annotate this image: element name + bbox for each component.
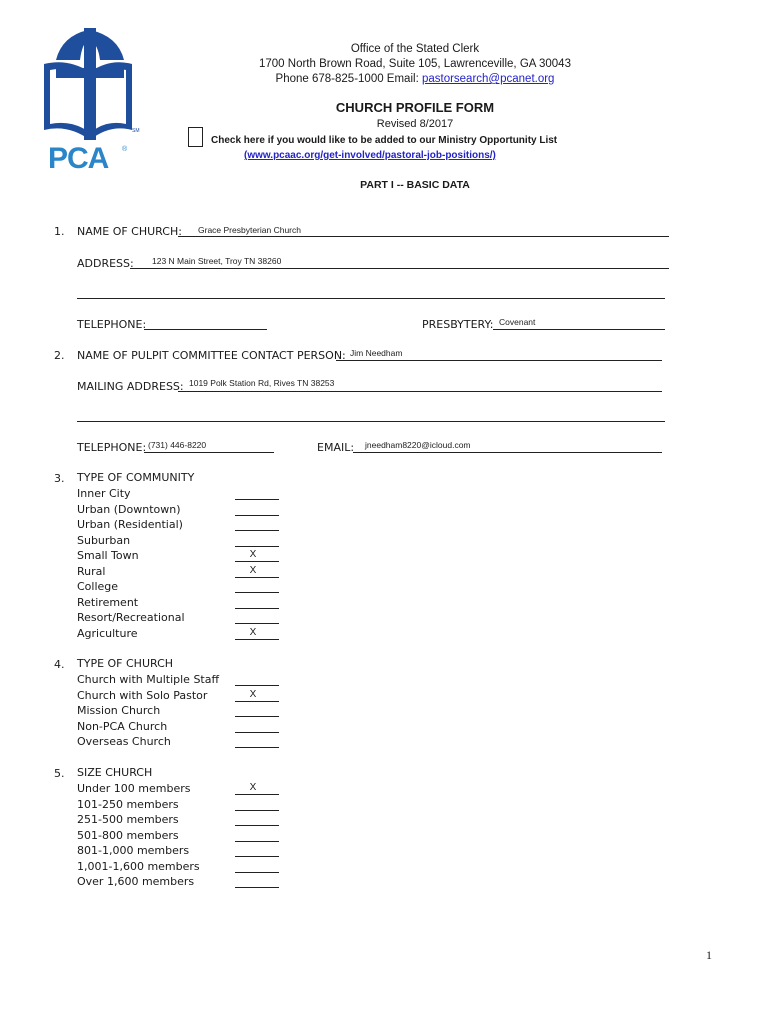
address-line: 1700 North Brown Road, Suite 105, Lawrenceville, GA 30043 bbox=[259, 58, 571, 70]
option-label: Under 100 members bbox=[77, 782, 191, 795]
option-label: Retirement bbox=[77, 595, 139, 609]
option-label: Church with Multiple Staff bbox=[77, 673, 220, 686]
option-label: Rural bbox=[77, 564, 106, 578]
option-label: 1,001-1,600 members bbox=[77, 859, 200, 873]
option-mark-field[interactable] bbox=[235, 732, 279, 733]
page-number: 1 bbox=[706, 948, 712, 962]
option-label: 801-1,000 members bbox=[77, 844, 190, 857]
option-label: Small Town bbox=[77, 549, 139, 562]
pca-logo bbox=[40, 26, 150, 176]
email-field[interactable] bbox=[353, 452, 662, 453]
contact-person-field[interactable] bbox=[336, 360, 662, 361]
option-mark-field[interactable] bbox=[235, 887, 279, 888]
option-mark-field[interactable] bbox=[235, 592, 279, 593]
option-mark-field[interactable] bbox=[235, 825, 279, 826]
section-2-number: 2. bbox=[54, 349, 65, 362]
option-label: Church with Solo Pastor bbox=[77, 688, 208, 702]
presbytery-field[interactable] bbox=[493, 329, 665, 330]
church-size-title: SIZE CHURCH bbox=[77, 766, 153, 779]
option-label: Over 1,600 members bbox=[77, 875, 195, 888]
logo-registered-mark: ® bbox=[122, 146, 128, 153]
mailing-address-line-2-field[interactable] bbox=[77, 421, 665, 422]
section-5-number: 5. bbox=[54, 767, 65, 780]
email-label: EMAIL: bbox=[317, 441, 355, 454]
community-type-title: TYPE OF COMMUNITY bbox=[77, 471, 195, 484]
option-mark-field[interactable] bbox=[235, 701, 279, 702]
option-mark: X bbox=[249, 549, 257, 560]
presbytery-label: PRESBYTERY: bbox=[422, 318, 494, 331]
option-label: Mission Church bbox=[77, 704, 161, 717]
option-mark-field[interactable] bbox=[235, 530, 279, 531]
option-label: College bbox=[77, 580, 119, 593]
address-field[interactable] bbox=[130, 268, 669, 269]
option-mark-field[interactable] bbox=[235, 747, 279, 748]
email-value: jneedham8220@icloud.com bbox=[365, 440, 471, 450]
church-name-field[interactable] bbox=[178, 236, 669, 237]
phone-email-line bbox=[185, 72, 645, 87]
option-mark: X bbox=[249, 782, 257, 793]
option-mark-field[interactable] bbox=[235, 841, 279, 842]
option-mark-field[interactable] bbox=[235, 856, 279, 857]
telephone-label-1: TELEPHONE: bbox=[77, 318, 147, 331]
mailing-address-field[interactable] bbox=[178, 391, 662, 392]
telephone-field-1[interactable] bbox=[144, 329, 267, 330]
option-label: Suburban bbox=[77, 533, 131, 547]
option-label: Overseas Church bbox=[77, 735, 171, 748]
mailing-address-value: 1019 Polk Station Rd, Rives TN 38253 bbox=[189, 378, 335, 388]
section-4-number: 4. bbox=[54, 658, 65, 671]
church-name-value: Grace Presbyterian Church bbox=[198, 225, 301, 235]
option-mark-field[interactable] bbox=[235, 872, 279, 873]
option-mark-field[interactable] bbox=[235, 639, 279, 640]
part-heading: PART I -- BASIC DATA bbox=[360, 179, 470, 191]
option-mark-field[interactable] bbox=[235, 499, 279, 500]
form-title: CHURCH PROFILE FORM bbox=[335, 100, 495, 115]
address-label: ADDRESS: bbox=[77, 257, 134, 270]
logo-text: PCA bbox=[48, 142, 109, 175]
telephone-value-2: (731) 446-8220 bbox=[148, 440, 207, 450]
logo-sm-mark: SM bbox=[132, 128, 140, 134]
option-label: 101-250 members bbox=[77, 797, 179, 811]
presbytery-value: Covenant bbox=[499, 317, 536, 327]
option-label: Urban (Downtown) bbox=[77, 502, 181, 516]
option-label: 251-500 members bbox=[77, 813, 179, 826]
option-label: 501-800 members bbox=[77, 828, 179, 842]
option-mark-field[interactable] bbox=[235, 810, 279, 811]
option-mark-field[interactable] bbox=[235, 716, 279, 717]
cross-book-icon bbox=[40, 26, 150, 144]
contact-person-value: Jim Needham bbox=[350, 348, 403, 358]
option-mark-field[interactable] bbox=[235, 561, 279, 562]
option-label: Agriculture bbox=[77, 626, 138, 640]
option-mark-field[interactable] bbox=[235, 685, 279, 686]
email-link[interactable]: pastorsearch@pcanet.org bbox=[421, 73, 555, 85]
option-mark: X bbox=[249, 688, 257, 700]
option-mark-field[interactable] bbox=[235, 623, 279, 624]
ministry-list-link[interactable]: (www.pcaac.org/get-involved/pastoral-job-positions/) bbox=[244, 150, 496, 161]
option-mark: X bbox=[249, 626, 257, 638]
telephone-field-2[interactable] bbox=[144, 452, 274, 453]
telephone-label-2: TELEPHONE: bbox=[77, 441, 147, 454]
option-label: Urban (Residential) bbox=[77, 518, 183, 531]
ministry-list-checkbox[interactable] bbox=[188, 127, 203, 147]
address-value: 123 N Main Street, Troy TN 38260 bbox=[152, 256, 282, 266]
option-mark-field[interactable] bbox=[235, 608, 279, 609]
option-label: Inner City bbox=[77, 487, 131, 500]
option-label: Resort/Recreational bbox=[77, 611, 185, 624]
address-line-2-field[interactable] bbox=[77, 298, 665, 299]
contact-person-label: NAME OF PULPIT COMMITTEE CONTACT PERSON: bbox=[77, 349, 346, 362]
option-mark: X bbox=[249, 564, 257, 576]
section-1-number: 1. bbox=[54, 225, 65, 238]
option-mark-field[interactable] bbox=[235, 546, 279, 547]
checkbox-label: Check here if you would like to be added to our Ministry Opportunity List bbox=[211, 135, 558, 146]
section-3-number: 3. bbox=[54, 472, 65, 485]
church-type-title: TYPE OF CHURCH bbox=[77, 657, 174, 670]
revised-date: Revised 8/2017 bbox=[376, 118, 454, 130]
option-label: Non-PCA Church bbox=[77, 719, 168, 733]
church-name-label: NAME OF CHURCH: bbox=[77, 225, 182, 238]
mailing-address-label: MAILING ADDRESS: bbox=[77, 380, 184, 393]
option-mark-field[interactable] bbox=[235, 515, 279, 516]
option-mark-field[interactable] bbox=[235, 577, 279, 578]
office-line: Office of the Stated Clerk bbox=[350, 43, 480, 55]
phone-text: Phone 678-825-1000 Email: bbox=[275, 73, 422, 85]
option-mark-field[interactable] bbox=[235, 794, 279, 795]
